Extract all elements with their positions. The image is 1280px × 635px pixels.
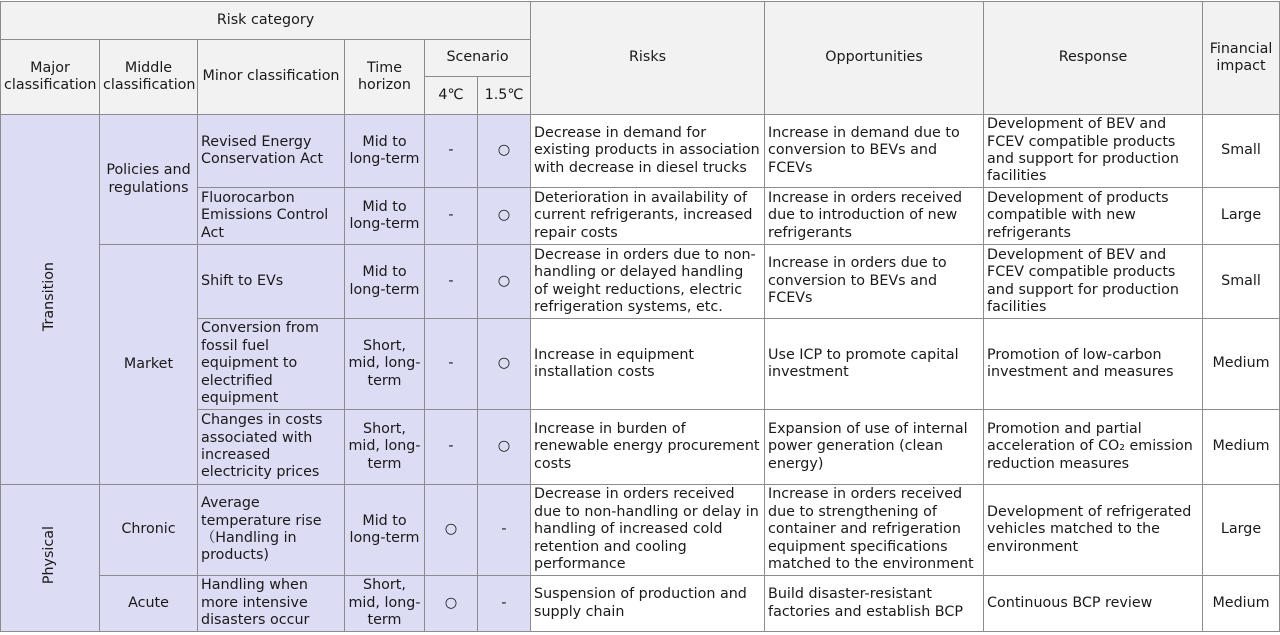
header-scenario: Scenario (425, 40, 531, 77)
scenario-1-5c-cell: - (478, 576, 531, 632)
time-horizon-cell: Short, mid, long-term (345, 319, 425, 410)
minor-cell: Handling when more intensive disasters occur (198, 576, 345, 632)
opportunity-cell: Increase in orders received due to strengthening of container and refrigeration equipment specifications matched to the environment (765, 485, 984, 576)
impact-cell: Large (1203, 188, 1280, 245)
table-header (1, 2, 1280, 115)
header-response: Response (984, 2, 1203, 115)
middle-policies: Policies and regulations (100, 115, 198, 245)
scenario-4c-cell: - (425, 319, 478, 410)
table-row (1, 245, 1280, 319)
time-horizon-cell: Mid to long-term (345, 485, 425, 576)
impact-cell: Medium (1203, 319, 1280, 410)
response-cell: Development of products compatible with new refrigerants (984, 188, 1203, 245)
time-horizon-cell: Mid to long-term (345, 115, 425, 188)
minor-cell: Conversion from fossil fuel equipment to electrified equipment (198, 319, 345, 410)
scenario-1-5c-cell: - (478, 485, 531, 576)
header-risks: Risks (531, 2, 765, 115)
time-horizon-cell: Mid to long-term (345, 245, 425, 319)
opportunity-cell: Increase in orders due to conversion to BEVs and FCEVs (765, 245, 984, 319)
risk-cell: Suspension of production and supply chain (531, 576, 765, 632)
risk-cell: Decrease in demand for existing products in association with decrease in diesel trucks (531, 115, 765, 188)
risk-cell: Decrease in orders due to non-handling or delayed handling of weight reductions, electric refrigeration systems, etc. (531, 245, 765, 319)
response-cell: Promotion of low-carbon investment and measures (984, 319, 1203, 410)
scenario-1-5c-cell: ○ (478, 188, 531, 245)
response-cell: Continuous BCP review (984, 576, 1203, 632)
header-scenario-1-5c: 1.5℃ (478, 77, 531, 115)
time-horizon-cell: Short, mid, long-term (345, 576, 425, 632)
major-physical (1, 485, 100, 632)
scenario-1-5c-cell: ○ (478, 410, 531, 485)
major-transition-label: Transition (41, 262, 58, 332)
header-opportunities: Opportunities (765, 2, 984, 115)
scenario-4c-cell: ○ (425, 485, 478, 576)
impact-cell: Small (1203, 115, 1280, 188)
opportunity-cell: Increase in demand due to conversion to BEVs and FCEVs (765, 115, 984, 188)
minor-cell: Average temperature rise （Handling in products) (198, 485, 345, 576)
response-cell: Development of refrigerated vehicles matched to the environment (984, 485, 1203, 576)
header-time-horizon: Time horizon (345, 40, 425, 115)
scenario-1-5c-cell: ○ (478, 245, 531, 319)
risk-cell: Deterioration in availability of current refrigerants, increased repair costs (531, 188, 765, 245)
major-transition (1, 115, 100, 485)
time-horizon-cell: Mid to long-term (345, 188, 425, 245)
impact-cell: Small (1203, 245, 1280, 319)
minor-cell: Fluorocarbon Emissions Control Act (198, 188, 345, 245)
scenario-4c-cell: - (425, 188, 478, 245)
response-cell: Promotion and partial acceleration of CO₂ emission reduction measures (984, 410, 1203, 485)
impact-cell: Medium (1203, 410, 1280, 485)
minor-cell: Revised Energy Conservation Act (198, 115, 345, 188)
header-major-classification: Major classification (1, 40, 100, 115)
table-row (1, 485, 1280, 576)
scenario-4c-cell: ○ (425, 576, 478, 632)
header-middle-classification: Middle classification (100, 40, 198, 115)
middle-chronic: Chronic (100, 485, 198, 576)
risk-cell: Increase in equipment installation costs (531, 319, 765, 410)
table-body (1, 115, 1280, 632)
table-row (1, 115, 1280, 188)
table-row (1, 576, 1280, 632)
header-minor-classification: Minor classification (198, 40, 345, 115)
scenario-4c-cell: - (425, 245, 478, 319)
opportunity-cell: Use ICP to promote capital investment (765, 319, 984, 410)
middle-acute: Acute (100, 576, 198, 632)
scenario-1-5c-cell: ○ (478, 319, 531, 410)
time-horizon-cell: Short, mid, long-term (345, 410, 425, 485)
impact-cell: Medium (1203, 576, 1280, 632)
minor-cell: Changes in costs associated with increased electricity prices (198, 410, 345, 485)
major-physical-label: Physical (41, 526, 58, 585)
opportunity-cell: Build disaster-resistant factories and establish BCP (765, 576, 984, 632)
header-scenario-4c: 4℃ (425, 77, 478, 115)
scenario-1-5c-cell: ○ (478, 115, 531, 188)
scenario-4c-cell: - (425, 410, 478, 485)
risk-table (0, 1, 1280, 632)
opportunity-cell: Expansion of use of internal power generation (clean energy) (765, 410, 984, 485)
risk-cell: Decrease in orders received due to non-handling or delay in handling of increased cold retention and cooling performance (531, 485, 765, 576)
risk-cell: Increase in burden of renewable energy procurement costs (531, 410, 765, 485)
header-risk-category: Risk category (1, 2, 531, 40)
response-cell: Development of BEV and FCEV compatible products and support for production facilities (984, 245, 1203, 319)
response-cell: Development of BEV and FCEV compatible products and support for production facilities (984, 115, 1203, 188)
opportunity-cell: Increase in orders received due to introduction of new refrigerants (765, 188, 984, 245)
impact-cell: Large (1203, 485, 1280, 576)
header-financial-impact: Financial impact (1203, 2, 1280, 115)
minor-cell: Shift to EVs (198, 245, 345, 319)
middle-market: Market (100, 245, 198, 485)
scenario-4c-cell: - (425, 115, 478, 188)
